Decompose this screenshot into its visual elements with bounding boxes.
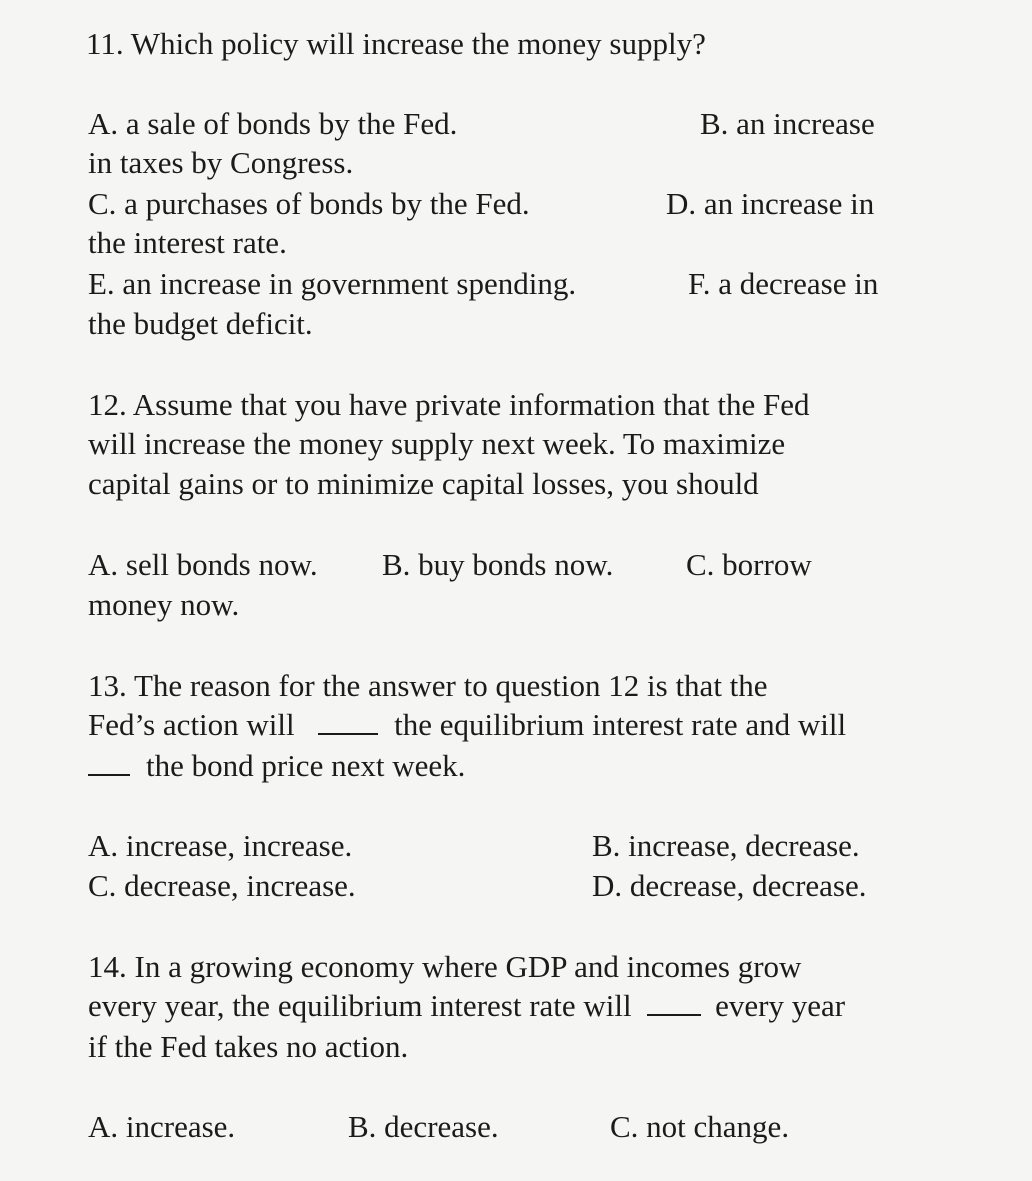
q14-stem-line-2-end: every year	[715, 988, 846, 1023]
q14-answer-blank	[647, 988, 701, 1016]
q13-stem-line-1: 13. The reason for the answer to question 12 is that the	[88, 668, 768, 703]
q14-stem-line-1: 14. In a growing economy where GDP and incomes grow	[88, 949, 802, 984]
q12-stem-line-1: 12. Assume that you have private information that the Fed	[88, 387, 810, 422]
q12-option-c: C. borrow	[686, 547, 812, 582]
q11-option-e: E. an increase in government spending.	[88, 266, 577, 301]
q11-option-d-continued: the interest rate.	[88, 225, 287, 260]
q11-option-c: C. a purchases of bonds by the Fed.	[88, 186, 530, 221]
q13-option-c: C. decrease, increase.	[88, 868, 356, 903]
q14-stem-line-2	[88, 986, 845, 1026]
q12-option-b: B. buy bonds now.	[382, 547, 614, 582]
q11-stem: 11. Which policy will increase the money supply?	[86, 26, 706, 61]
q14-option-c: C. not change.	[610, 1109, 790, 1144]
q13-option-b: B. increase, decrease.	[592, 828, 860, 863]
q13-answer-blank-1	[318, 707, 378, 735]
q11-option-a: A. a sale of bonds by the Fed.	[88, 106, 458, 141]
q13-stem-line-2-start: Fed’s action will	[88, 707, 295, 742]
q13-stem-line-2	[88, 705, 846, 745]
q12-option-a: A. sell bonds now.	[88, 547, 318, 582]
q14-stem-line-2-start: every year, the equilibrium interest rate will	[88, 988, 632, 1023]
q13-option-a: A. increase, increase.	[88, 828, 353, 863]
q13-answer-blank-2	[88, 748, 130, 776]
q14-stem-line-3: if the Fed takes no action.	[88, 1029, 409, 1064]
q12-option-c-continued: money now.	[88, 587, 240, 622]
q13-stem-line-3	[88, 746, 465, 786]
q11-option-b-continued: in taxes by Congress.	[88, 145, 354, 180]
q12-stem-line-2: will increase the money supply next week. To maximize	[88, 426, 786, 461]
q11-option-d: D. an increase in	[666, 186, 875, 221]
q11-option-f: F. a decrease in	[688, 266, 879, 301]
q13-stem-line-3-text: the bond price next week.	[146, 748, 466, 783]
q11-option-f-continued: the budget deficit.	[88, 306, 313, 341]
q14-option-a: A. increase.	[88, 1109, 236, 1144]
q11-option-b: B. an increase	[700, 106, 875, 141]
q13-stem-line-2-end: the equilibrium interest rate and will	[394, 707, 847, 742]
q13-option-d: D. decrease, decrease.	[592, 868, 867, 903]
q14-option-b: B. decrease.	[348, 1109, 499, 1144]
q12-stem-line-3: capital gains or to minimize capital losses, you should	[88, 466, 759, 501]
